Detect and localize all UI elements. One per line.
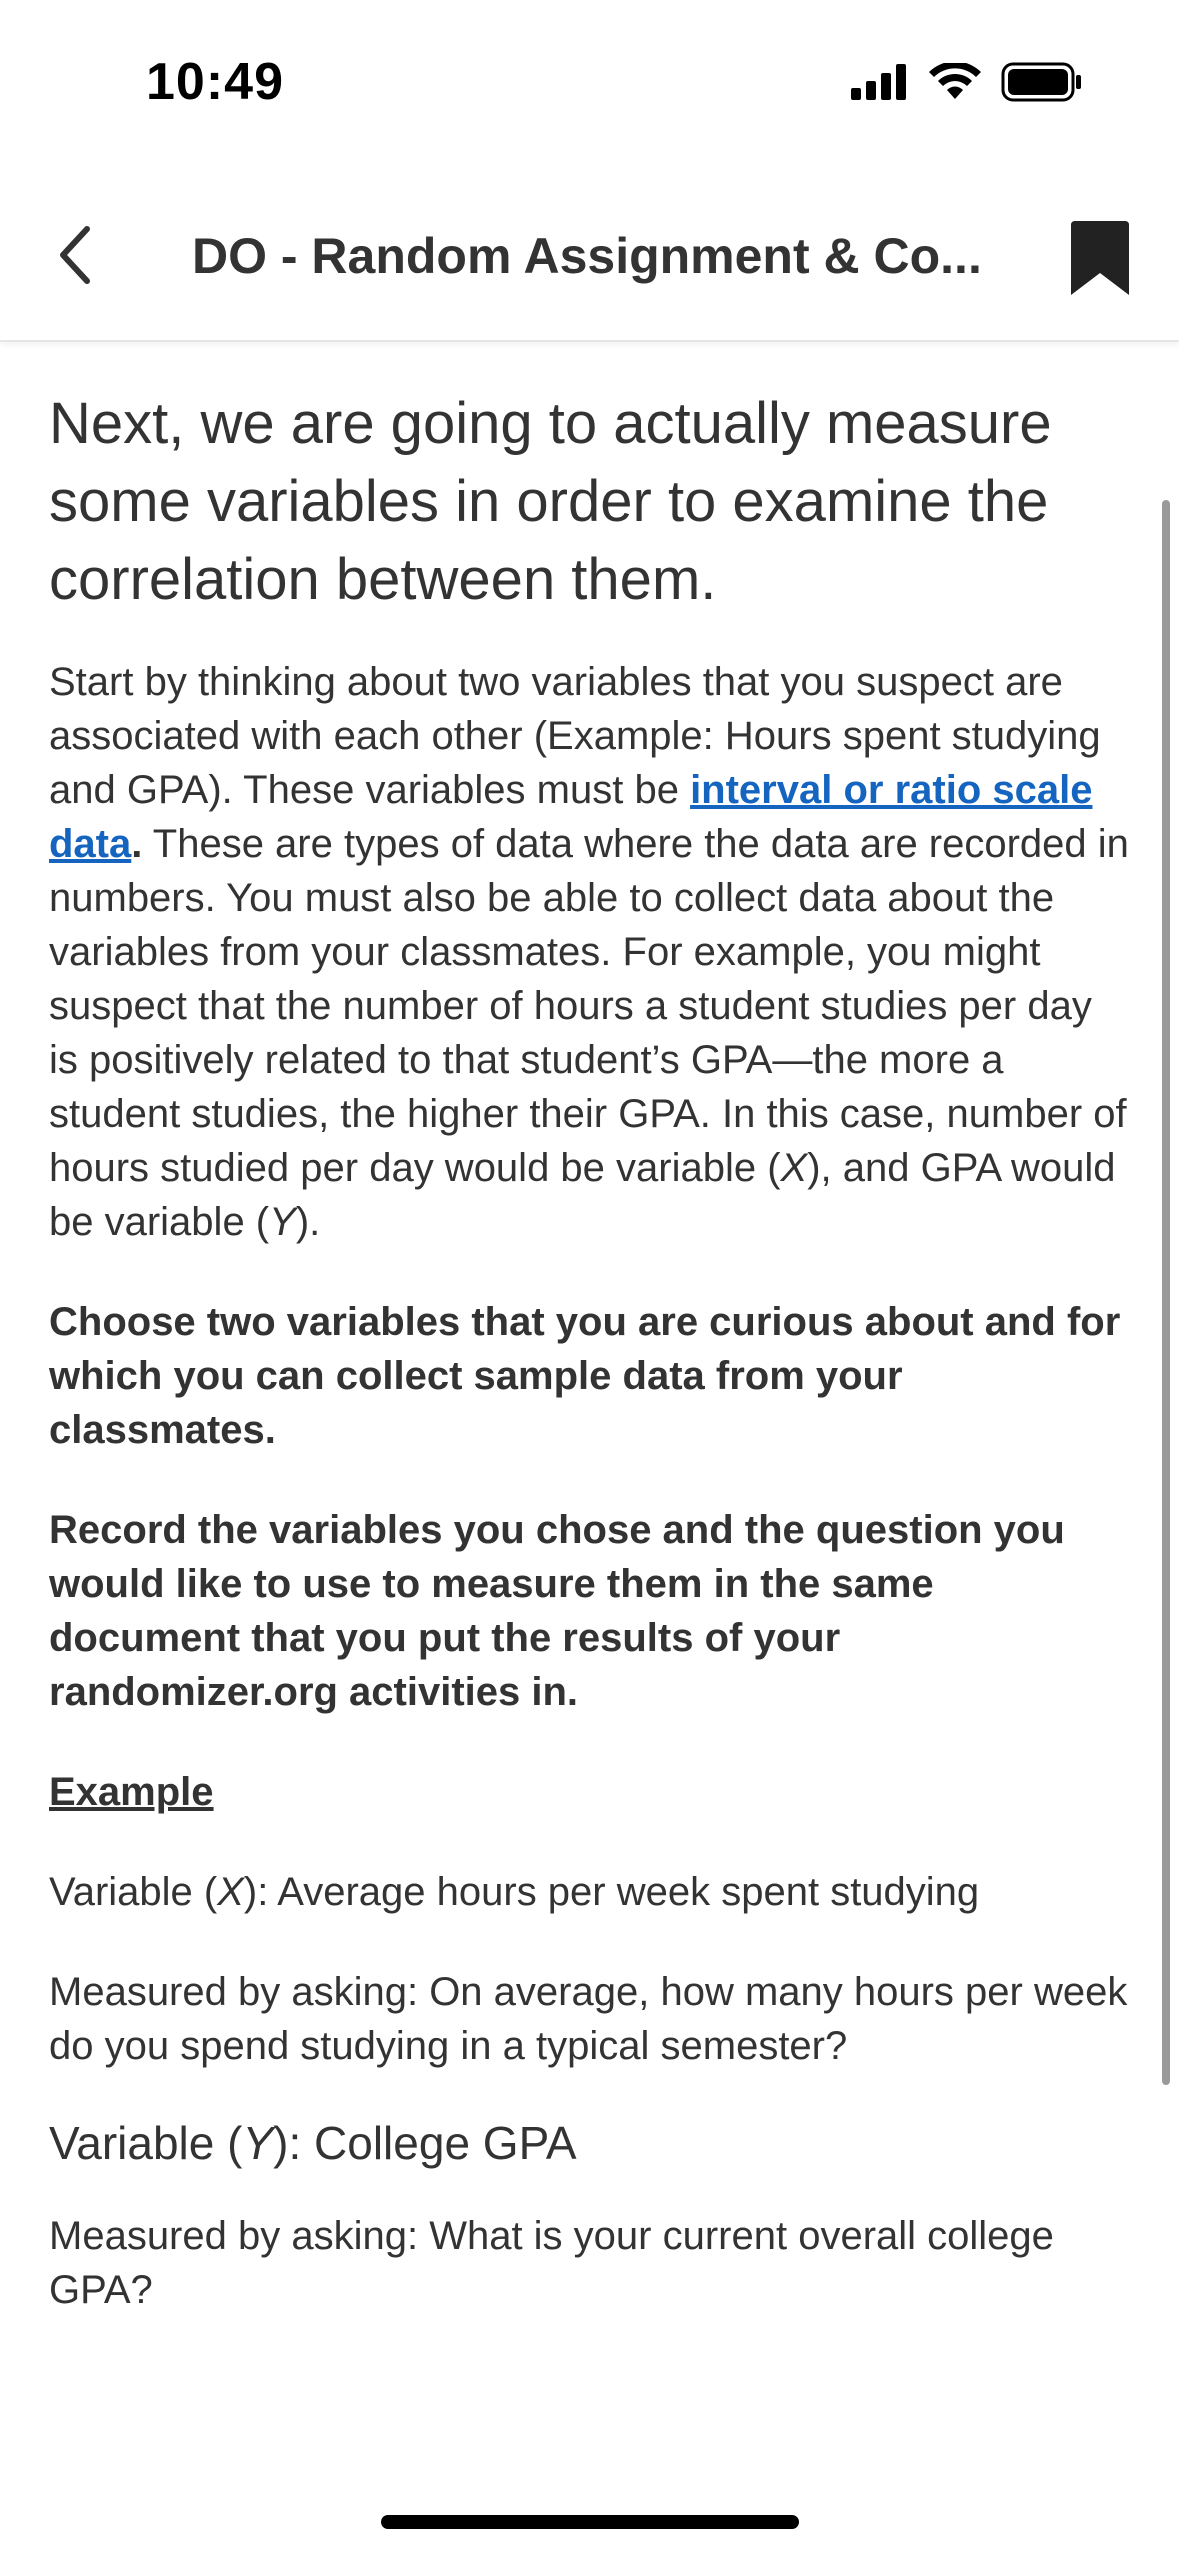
var-x-label: X <box>780 1146 808 1190</box>
example-x-measure: Measured by asking: On average, how many hours per week do you spend studying in a typical semester? <box>49 1970 1128 2068</box>
home-indicator[interactable] <box>381 2515 799 2529</box>
example-x-suffix: ): Average hours per week spent studying <box>243 1870 980 1914</box>
intro-text-2: These are types of data where the data are recorded in numbers. You must also be able to collect data about the variables from your classmates. For example, you might suspect that the number of hours a student studies per day is positively related to that student’s GPA—the more a student studies, the higher their GPA. In this case, number of hours studied per day would be variable ( <box>49 822 1129 1190</box>
bookmark-icon <box>1069 221 1131 297</box>
example-y-var: Y <box>242 2117 274 2169</box>
cellular-signal-icon <box>851 64 909 100</box>
example-y-measure: Measured by asking: What is your current overall college GPA? <box>49 2214 1054 2312</box>
status-bar <box>0 0 1179 175</box>
example-x-var: X <box>217 1870 244 1914</box>
example-y-prefix: Variable ( <box>49 2117 243 2169</box>
intro-text-4: ). <box>295 1200 321 1244</box>
example-title: Example <box>49 1770 214 1814</box>
bookmark-button[interactable] <box>1069 221 1131 297</box>
intro-text-1: Start by thinking about two variables that you suspect are associated with each other (Example: Hours spent studying and GPA). These variables must be <box>49 660 1101 812</box>
status-icons <box>851 62 1083 102</box>
var-y-label: Y <box>269 1200 296 1244</box>
intro-text-3: ), and GPA would be variable ( <box>49 1146 1116 1244</box>
example-variable-x <box>49 1865 1129 1919</box>
chevron-left-icon <box>55 225 95 285</box>
intro-period: . <box>131 822 143 866</box>
page-title: DO - Random Assignment & Co... <box>192 228 982 284</box>
back-button[interactable] <box>40 215 110 295</box>
intro-paragraph <box>49 655 1129 1249</box>
example-x-prefix: Variable ( <box>49 1870 218 1914</box>
scrollbar[interactable] <box>1162 500 1170 2085</box>
lesson-heading: Next, we are going to actually measure some variables in order to examine the correlation between them. <box>49 391 1052 612</box>
example-y-suffix: ): College GPA <box>273 2117 577 2169</box>
example-variable-y <box>49 2113 1129 2173</box>
nav-bar <box>0 175 1179 342</box>
wifi-icon <box>929 63 981 101</box>
instruction-choose-variables: Choose two variables that you are curious about and for which you can collect sample data from your classmates. <box>49 1300 1121 1452</box>
battery-icon <box>1001 62 1083 102</box>
interval-ratio-link[interactable]: interval or ratio scale data <box>49 768 1093 866</box>
instruction-record-variables: Record the variables you chose and the question you would like to use to measure them in the same document that you put the results of your randomizer.org activities in. <box>49 1508 1065 1714</box>
status-time: 10:49 <box>146 53 284 111</box>
lesson-content <box>49 385 1129 2317</box>
